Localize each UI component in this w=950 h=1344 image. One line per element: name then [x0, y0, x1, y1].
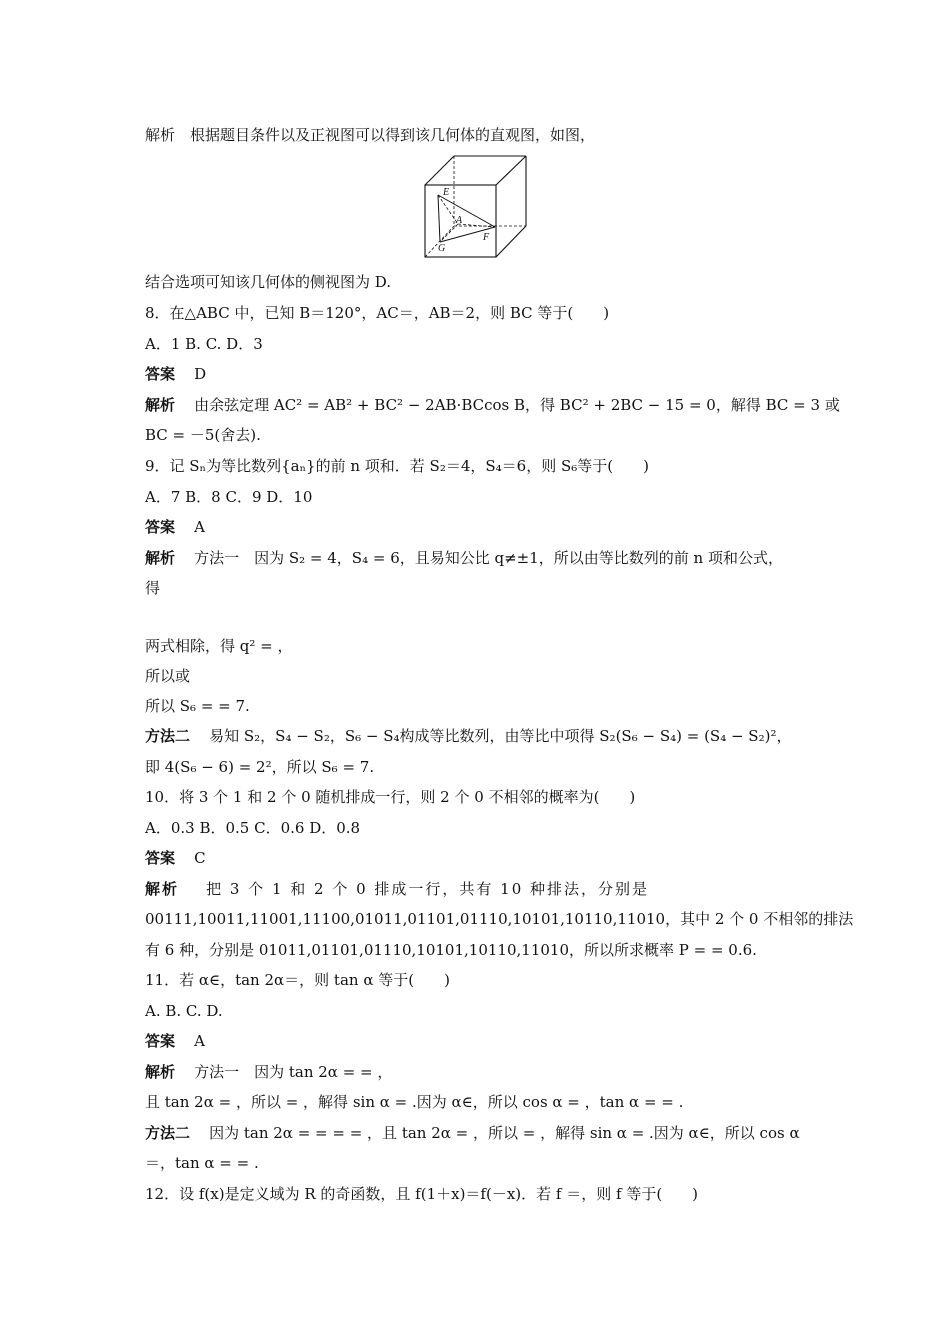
analysis-9-so	[145, 666, 190, 686]
analysis-11-cont	[145, 1092, 683, 1112]
line-text: 且 tan 2α = ，所以 = ，解得 sin α = .因为 α∈，所以 cos α = ，tan α = = .	[145, 1093, 684, 1111]
question-12	[145, 1184, 698, 1204]
analysis-8-cont	[145, 425, 261, 445]
line-text: 得	[145, 579, 161, 597]
line-text: A．7 B．8 C．9 D．10	[145, 488, 313, 506]
line-text: A．1 B. C. D．3	[145, 335, 263, 353]
options-9	[145, 487, 312, 507]
label-G: G	[438, 243, 446, 254]
line-text: 结合选项可知该几何体的侧视图为 D.	[145, 273, 392, 291]
cube-edge-br	[496, 226, 526, 257]
answer-label: 答案	[145, 518, 176, 536]
analysis-11-method2	[145, 1123, 800, 1143]
question-10	[145, 787, 635, 807]
edge-EA	[438, 195, 458, 224]
label-F: F	[483, 232, 490, 243]
answer-value: D	[194, 365, 207, 383]
analysis-label: 解析	[145, 1063, 176, 1081]
method-label: 方法二	[145, 1124, 191, 1142]
line-text: ＝，tan α = = .	[145, 1154, 259, 1172]
line-text: 由余弦定理 AC² = AB² + BC² − 2AB·BCcos B，得 BC² + 2BC − 15 = 0，解得 BC = 3 或	[194, 396, 840, 414]
answer-label: 答案	[145, 365, 176, 383]
line-text: 00111,10011,11001,11100,01011,01101,01110,10101,10110,11010，其中 2 个 0 不相邻的排法	[145, 910, 854, 928]
analysis-label: 解析	[145, 549, 176, 567]
cube-diagram	[424, 153, 528, 259]
line-text: 有 6 种，分别是 01011,01101,01110,10101,10110,11010，所以所求概率 P = = 0.6.	[145, 941, 757, 959]
cube-edge-tl	[425, 156, 454, 185]
analysis-9-divide	[145, 636, 293, 656]
label-A: A	[456, 215, 463, 226]
answer-8	[145, 364, 206, 384]
line-text: 10．将 3 个 1 和 2 个 0 随机排成一行，则 2 个 0 不相邻的概率为( )	[145, 788, 636, 806]
line-text: 方法一 因为 S₂ = 4，S₄ = 6，且易知公比 q≠±1，所以由等比数列的前 n 项和公式，	[194, 549, 783, 567]
edge-EG	[438, 195, 440, 242]
line-text: 12．设 f(x)是定义域为 R 的奇函数，且 f(1＋x)＝f(－x)．若 f ＝，则 f 等于( )	[145, 1185, 699, 1203]
line-analysis-intro	[145, 125, 595, 145]
analysis-11-method2-cont	[145, 1153, 259, 1173]
analysis-10-list	[145, 909, 853, 929]
answer-label: 答案	[145, 1032, 176, 1050]
line-text: 11．若 α∈，tan 2α＝，则 tan α 等于( )	[145, 971, 450, 989]
answer-9	[145, 517, 205, 537]
line-text: 8．在△ABC 中，已知 B＝120°，AC＝，AB＝2，则 BC 等于( )	[145, 304, 610, 322]
line-text: 9．记 Sₙ为等比数列{aₙ}的前 n 项和．若 S₂＝4，S₄＝6，则 S₆等于( )	[145, 457, 649, 475]
analysis-9-result	[145, 696, 250, 716]
line-conclusion-7	[145, 272, 391, 292]
analysis-9-method2-cont	[145, 757, 374, 777]
analysis-label: 解析	[145, 880, 180, 898]
answer-value: C	[194, 849, 206, 867]
analysis-9-method2	[145, 726, 791, 746]
answer-label: 答案	[145, 849, 176, 867]
options-11	[145, 1001, 223, 1021]
options-8	[145, 334, 263, 354]
method-label: 方法二	[145, 727, 191, 745]
line-text: A. B. C. D.	[145, 1002, 223, 1020]
edge-EF	[438, 195, 495, 227]
answer-10	[145, 848, 206, 868]
question-8	[145, 303, 609, 323]
line-text: 所以或	[145, 667, 191, 685]
line-text: 即 4(S₆ − 6) = 2²，所以 S₆ = 7.	[145, 758, 375, 776]
line-text: BC = －5(舍去).	[145, 426, 261, 444]
analysis-8	[145, 395, 840, 415]
answer-11	[145, 1031, 205, 1051]
line-text: 把 3 个 1 和 2 个 0 排成一行，共有 10 种排法，分别是	[206, 880, 650, 898]
options-10	[145, 818, 360, 838]
analysis-10	[145, 879, 649, 899]
analysis-10-result	[145, 940, 757, 960]
line-text: 两式相除，得 q² = ，	[145, 637, 293, 655]
line-text: 解析 根据题目条件以及正视图可以得到该几何体的直观图，如图，	[145, 126, 596, 144]
analysis-label: 解析	[145, 396, 176, 414]
line-text: 所以 S₆ = = 7.	[145, 697, 250, 715]
question-11	[145, 970, 450, 990]
line-text: 因为 tan 2α = = = = ，且 tan 2α = ，所以 = ，解得 sin α = .因为 α∈，所以 cos α	[209, 1124, 800, 1142]
analysis-9-de	[145, 578, 160, 598]
cube-edge-tr	[496, 156, 526, 185]
answer-value: A	[194, 518, 205, 536]
label-E: E	[443, 187, 450, 198]
analysis-9	[145, 548, 783, 568]
analysis-11	[145, 1062, 392, 1082]
line-text: 易知 S₂，S₄ − S₂，S₆ − S₄构成等比数列，由等比中项得 S₂(S₆ − S₄) = (S₄ − S₂)²，	[209, 727, 792, 745]
line-text: 方法一 因为 tan 2α = = ，	[194, 1063, 393, 1081]
line-text: A．0.3 B．0.5 C．0.6 D．0.8	[145, 819, 361, 837]
question-9	[145, 456, 649, 476]
answer-value: A	[194, 1032, 205, 1050]
